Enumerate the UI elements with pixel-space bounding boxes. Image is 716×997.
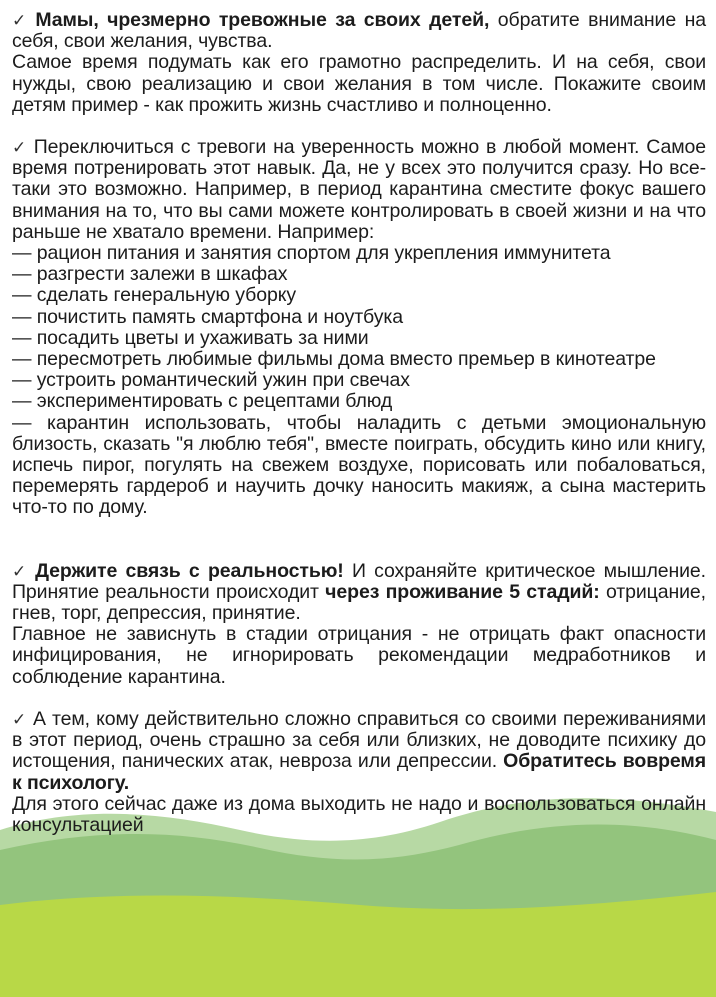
mothers-text: обратите внимание на себя, свои желания, чувства.	[12, 9, 706, 53]
paragraph-reality	[12, 561, 706, 625]
reality-stages: через проживание 5 стадий:	[325, 580, 600, 603]
paragraph-switch	[12, 137, 706, 243]
check-pencil-icon: ✓	[12, 11, 30, 30]
reality-heading: Держите связь с реальностью!	[35, 559, 344, 582]
list-item: — экспериментировать с рецептами блюд	[12, 390, 393, 413]
list-item: — пересмотреть любимые фильмы дома вместо премьер в кинотеатре	[12, 348, 656, 371]
psychologist-callout: Обратитесь вовремя к психологу.	[12, 750, 706, 794]
list-item: — почистить память смартфона и ноутбука	[12, 305, 403, 328]
paragraph-reality-body: Главное не зависнуть в стадии отрицания - не отрицать факт опасности инфицирования, не игнорировать рекомендации медработников и соблюдение карантина.	[12, 623, 706, 688]
switch-intro: Переключиться с тревоги на уверенность можно в любой момент. Самое время потренировать этот навык. Да, не у всех это получится сразу. Но все-таки это возможно. Например, в период карантина сместите фокус вашего внимания на то, что вы сами можете контролировать в своей жизни и на что раньше не хватало времени. Например:	[12, 136, 706, 243]
activity-list	[12, 243, 706, 519]
mothers-heading: Мамы, чрезмерно тревожные за своих детей,	[35, 9, 490, 31]
paragraph-online: Для этого сейчас даже из дома выходить не надо и воспользоваться онлайн консультацией	[12, 792, 706, 836]
reality-text: И сохраняйте критическое мышление. Принятие реальности происходит	[12, 559, 706, 603]
list-item: — устроить романтический ужин при свечах	[12, 369, 410, 392]
psychologist-text: А тем, кому действительно сложно справиться со своими переживаниями в этот период, очень страшно за себя или близких, не доводите психику до истощения, панических атак, невроза или депрессии.	[12, 707, 706, 773]
reality-stages-list: отрицание, гнев, торг, депрессия, принятие.	[12, 580, 706, 625]
hill-front	[0, 892, 716, 997]
list-item: — карантин использовать, чтобы наладить с детьми эмоциональную близость, сказать "я люблю тебя", вместе поиграть, обсудить кино или книгу, испечь пирог, погулять на свежем воздухе, порисовать или побаловаться, перемерять гардероб и научить дочку наносить макияж, а сына мастерить что-то по дому.	[12, 411, 706, 519]
check-pencil-icon: ✓	[12, 709, 27, 729]
list-item: — сделать генеральную уборку	[12, 284, 297, 307]
paragraph-mothers	[12, 10, 706, 52]
paragraph-psychologist	[12, 709, 706, 794]
check-pencil-icon: ✓	[12, 138, 28, 158]
list-item: — рацион питания и занятия спортом для укрепления иммунитета	[12, 242, 611, 265]
check-pencil-icon: ✓	[12, 561, 30, 581]
list-item: — разгрести залежи в шкафах	[12, 263, 288, 286]
paragraph-mothers-body: Самое время подумать как его грамотно распределить. И на себя, свои нужды, свою реализацию и свои желания в том числе. Покажите своим детям пример - как прожить жизнь счастливо и полноценно.	[12, 51, 706, 116]
list-item: — посадить цветы и ухаживать за ними	[12, 326, 369, 349]
